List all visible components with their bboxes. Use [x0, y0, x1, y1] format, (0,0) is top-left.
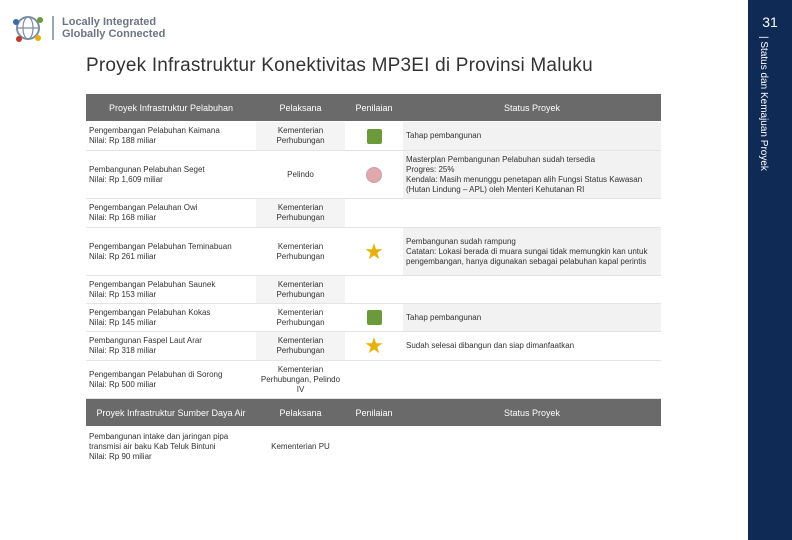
table-row [86, 427, 661, 467]
project-name: Pengembangan Pelabuhan Kaimana Nilai: Rp 188 miliar [89, 126, 220, 145]
page-title: Proyek Infrastruktur Konektivitas MP3EI di Provinsi Maluku [86, 55, 593, 76]
gold-star-icon: ★ [364, 333, 384, 358]
logo-line-1: Locally Integrated [62, 16, 157, 28]
rating [345, 228, 403, 275]
status: Tahap pembangunan [403, 122, 661, 150]
executor: Pelindo [287, 169, 314, 179]
project-name: Pengembangan Pelabuhan Saunek Nilai: Rp 153 miliar [89, 279, 216, 299]
status: Pembangunan sudah rampung Catatan: Lokasi berada di muara sungai tidak memungkin kan untuk pengembangan, hanya digunakan sebagai pelabuhan kapal perintis [403, 228, 661, 275]
header-rating: Penilaian [355, 407, 393, 418]
status [403, 199, 661, 227]
status: Sudah selesai dibangun dan siap dimanfaatkan [406, 341, 575, 350]
logo-line-2: Globally Connected [62, 28, 166, 40]
rating [345, 122, 403, 150]
rating [345, 361, 403, 398]
header-project: Proyek Infrastruktur Sumber Daya Air [96, 407, 246, 418]
right-sidebar [748, 0, 792, 540]
table-row [86, 332, 661, 361]
table-row [86, 199, 661, 228]
table-row [86, 228, 661, 276]
executor: Kementerian Perhubungan [256, 199, 345, 227]
rating [345, 151, 403, 198]
table-row [86, 304, 661, 332]
executor: Kementerian Perhubungan [256, 276, 345, 303]
project-name: Pembangunan intake dan jaringan pipa transmisi air baku Kab Teluk Bintuni Nilai: Rp 90 miliar [89, 432, 229, 461]
project-name: Pengembangan Pelauhan Owi Nilai: Rp 168 miliar [89, 203, 198, 222]
rating [345, 276, 403, 303]
rating [345, 304, 403, 331]
header-project: Proyek Infrastruktur Pelabuhan [108, 102, 234, 113]
executor: Kementerian PU [271, 442, 330, 451]
executor: Kementerian Perhubungan [276, 307, 325, 327]
green-square-icon [367, 129, 382, 144]
table-row [86, 276, 661, 304]
projects-table [86, 94, 661, 467]
header-executor: Pelaksana [279, 102, 322, 113]
status: Tahap pembangunan [403, 304, 661, 331]
rating [345, 332, 403, 360]
project-name: Pembangunan Pelabuhan Seget Nilai: Rp 1,609 miliar [89, 164, 205, 184]
green-square-icon [367, 310, 382, 325]
status: Masterplan Pembangunan Pelabuhan sudah tersedia Progres: 25% Kendala: Masih menunggu penetapan alih Fungsi Status Kawasan (Hutan Lindung – APL) oleh Menteri Kehutanan RI [403, 151, 661, 198]
globe-logo-icon [10, 10, 46, 46]
status [403, 361, 661, 398]
logo-text [52, 16, 165, 40]
project-name: Pengembangan Pelabuhan Teminabuan Nilai: Rp 261 miliar [89, 241, 232, 261]
table-row [86, 151, 661, 199]
rating [345, 427, 403, 467]
executor: Kementerian Perhubungan, Pelindo IV [260, 364, 341, 394]
logo [10, 10, 165, 46]
executor: Kementerian Perhubungan [256, 122, 345, 150]
header-executor: Pelaksana [279, 407, 322, 418]
executor: Kementerian Perhubungan [256, 332, 345, 360]
page-number: 31 [762, 14, 778, 30]
header-status: Status Proyek [503, 407, 561, 418]
executor: Kementerian Perhubungan [276, 241, 325, 261]
project-name: Pengembangan Pelabuhan Kokas Nilai: Rp 145 miliar [89, 307, 211, 327]
status [403, 276, 661, 303]
project-name: Pembangunan Faspel Laut Arar Nilai: Rp 318 miliar [89, 336, 202, 355]
rating [345, 199, 403, 227]
table-header [86, 399, 661, 427]
project-name: Pengembangan Pelabuhan di Sorong Nilai: Rp 500 miliar [89, 369, 223, 389]
pink-circle-icon [366, 167, 382, 183]
table-row [86, 122, 661, 151]
section-label: | Status dan Kemajuan Proyek [758, 36, 769, 171]
header-rating: Penilaian [355, 102, 393, 113]
gold-star-icon: ★ [364, 238, 384, 264]
table-row [86, 361, 661, 399]
header-status: Status Proyek [503, 102, 561, 113]
table-header [86, 94, 661, 122]
status [403, 427, 661, 467]
